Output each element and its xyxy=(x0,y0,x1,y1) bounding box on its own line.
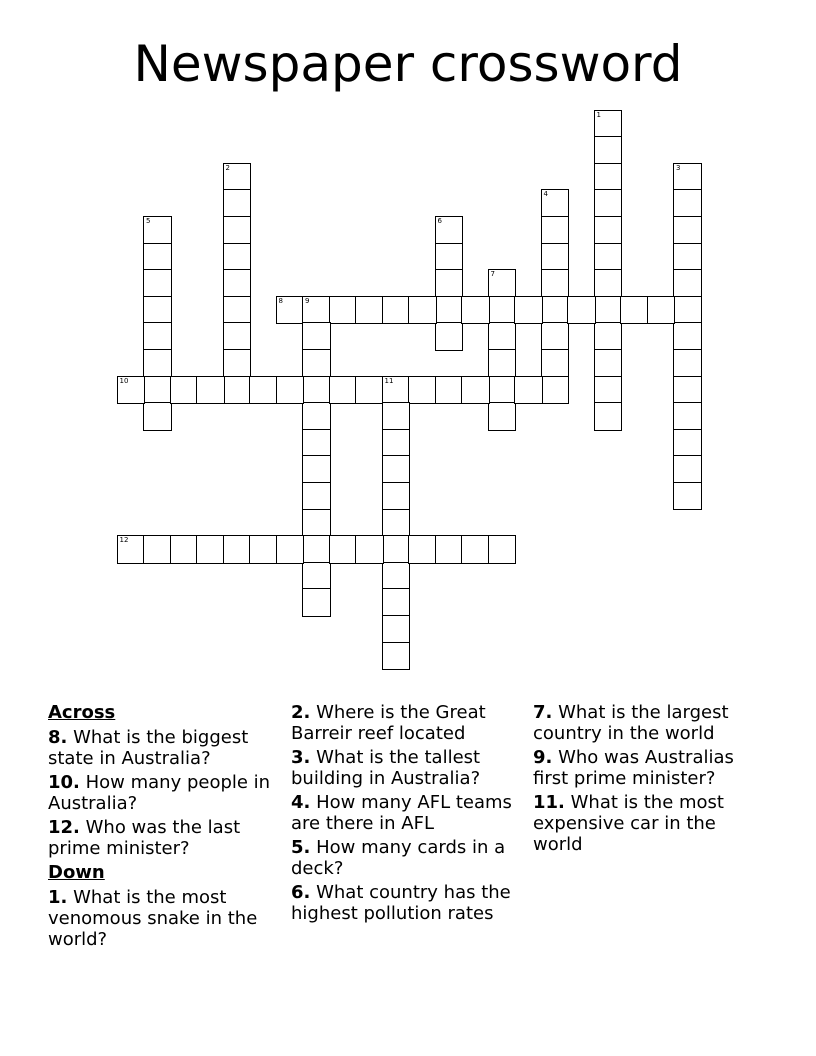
grid-cell[interactable] xyxy=(223,216,252,245)
grid-cell[interactable] xyxy=(673,243,702,272)
grid-cell[interactable] xyxy=(594,189,623,218)
grid-cell[interactable] xyxy=(382,376,411,405)
grid-cell[interactable] xyxy=(143,349,172,378)
clue-text: What is the tallest building in Australia? xyxy=(291,747,481,789)
clue xyxy=(48,817,284,859)
grid-cell[interactable] xyxy=(435,376,464,405)
grid-cell[interactable] xyxy=(382,535,411,564)
grid-cell[interactable] xyxy=(302,455,331,484)
grid-cell[interactable] xyxy=(170,535,199,564)
grid-cell[interactable] xyxy=(302,376,331,405)
grid-cell[interactable] xyxy=(594,110,623,139)
clue-number: 4. xyxy=(291,792,311,813)
grid-cell[interactable] xyxy=(223,243,252,272)
cell-number: 12 xyxy=(119,536,129,545)
grid-cell[interactable] xyxy=(673,376,702,405)
grid-cell[interactable] xyxy=(541,349,570,378)
clue xyxy=(291,702,527,744)
clue-number: 5. xyxy=(291,837,311,858)
grid-cell[interactable] xyxy=(435,243,464,272)
grid-cell[interactable] xyxy=(329,296,358,325)
grid-cell[interactable] xyxy=(143,376,172,405)
clue-text: How many AFL teams are there in AFL xyxy=(291,792,512,834)
clue-text: Who was Australias first prime minister? xyxy=(533,747,734,789)
clues-column-3 xyxy=(533,702,769,858)
grid-cell[interactable] xyxy=(488,402,517,431)
clues-column-2 xyxy=(291,702,527,927)
grid-cell[interactable] xyxy=(673,402,702,431)
grid-cell[interactable] xyxy=(382,402,411,431)
grid-cell[interactable] xyxy=(435,296,464,325)
grid-cell[interactable] xyxy=(673,269,702,298)
clues-column-1 xyxy=(48,702,284,953)
clue xyxy=(533,792,769,855)
grid-cell[interactable] xyxy=(673,216,702,245)
grid-cell[interactable] xyxy=(408,376,437,405)
grid-cell[interactable] xyxy=(302,535,331,564)
clue-number: 9. xyxy=(533,747,553,768)
grid-cell[interactable] xyxy=(382,642,411,671)
cell-number: 6 xyxy=(437,216,442,225)
grid-cell[interactable] xyxy=(488,535,517,564)
clue-text: What is the most venomous snake in the world? xyxy=(48,887,258,950)
grid-cell[interactable] xyxy=(488,349,517,378)
clue xyxy=(48,772,284,814)
grid-cell[interactable] xyxy=(541,216,570,245)
grid-cell[interactable] xyxy=(302,482,331,511)
clue-text: What is the biggest state in Australia? xyxy=(48,727,249,769)
grid-cell[interactable] xyxy=(223,296,252,325)
clue xyxy=(291,882,527,924)
grid-cell[interactable] xyxy=(620,296,649,325)
grid-cell[interactable] xyxy=(673,296,702,325)
grid-cell[interactable] xyxy=(408,296,437,325)
cell-number: 5 xyxy=(146,216,151,225)
clue-text: Who was the last prime minister? xyxy=(48,817,241,859)
grid-cell[interactable] xyxy=(594,296,623,325)
cell-number: 4 xyxy=(543,190,548,199)
grid-cell[interactable] xyxy=(143,296,172,325)
grid-cell[interactable] xyxy=(143,402,172,431)
grid-cell[interactable] xyxy=(594,402,623,431)
grid-cell[interactable] xyxy=(461,376,490,405)
grid-cell[interactable] xyxy=(355,535,384,564)
grid-cell[interactable] xyxy=(673,322,702,351)
grid-cell[interactable] xyxy=(170,376,199,405)
clue-text: What is the most expensive car in the world xyxy=(533,792,724,855)
grid-cell[interactable] xyxy=(117,376,146,405)
grid-cell[interactable] xyxy=(514,296,543,325)
grid-cell[interactable] xyxy=(382,429,411,458)
cell-number: 7 xyxy=(490,270,495,279)
grid-cell[interactable] xyxy=(223,376,252,405)
grid-cell[interactable] xyxy=(408,535,437,564)
grid-cell[interactable] xyxy=(302,402,331,431)
cell-number: 2 xyxy=(225,163,230,172)
grid-cell[interactable] xyxy=(488,296,517,325)
grid-cell[interactable] xyxy=(355,296,384,325)
grid-cell[interactable] xyxy=(223,189,252,218)
grid-cell[interactable] xyxy=(673,429,702,458)
grid-cell[interactable] xyxy=(594,136,623,165)
grid-cell[interactable] xyxy=(223,163,252,192)
clue-number: 10. xyxy=(48,772,80,793)
grid-cell[interactable] xyxy=(594,376,623,405)
clue-text: How many cards in a deck? xyxy=(291,837,506,879)
clue-text: How many people in Australia? xyxy=(48,772,271,814)
clue xyxy=(533,747,769,789)
clue xyxy=(48,887,284,950)
grid-cell[interactable] xyxy=(302,509,331,538)
grid-cell[interactable] xyxy=(382,562,411,591)
grid-cell[interactable] xyxy=(143,322,172,351)
grid-cell[interactable] xyxy=(143,243,172,272)
grid-cell[interactable] xyxy=(514,376,543,405)
grid-cell[interactable] xyxy=(329,376,358,405)
grid-cell[interactable] xyxy=(143,216,172,245)
grid-cell[interactable] xyxy=(382,482,411,511)
grid-cell[interactable] xyxy=(223,535,252,564)
grid-cell[interactable] xyxy=(117,535,146,564)
grid-cell[interactable] xyxy=(594,243,623,272)
clue xyxy=(291,792,527,834)
grid-cell[interactable] xyxy=(302,296,331,325)
grid-cell[interactable] xyxy=(143,535,172,564)
clue-number: 6. xyxy=(291,882,311,903)
grid-cell[interactable] xyxy=(382,588,411,617)
across-heading: Across xyxy=(48,702,116,723)
cell-number: 3 xyxy=(676,163,681,172)
grid-cell[interactable] xyxy=(382,509,411,538)
clue xyxy=(291,837,527,879)
clue-number: 7. xyxy=(533,702,553,723)
grid-cell[interactable] xyxy=(594,216,623,245)
grid-cell[interactable] xyxy=(594,322,623,351)
grid-cell[interactable] xyxy=(276,535,305,564)
grid-cell[interactable] xyxy=(302,562,331,591)
grid-cell[interactable] xyxy=(196,376,225,405)
clue xyxy=(291,747,527,789)
grid-cell[interactable] xyxy=(435,535,464,564)
grid-cell[interactable] xyxy=(673,163,702,192)
grid-cell[interactable] xyxy=(302,322,331,351)
page-title: Newspaper crossword xyxy=(133,35,683,93)
grid-cell[interactable] xyxy=(594,269,623,298)
cell-number: 9 xyxy=(305,296,310,305)
grid-cell[interactable] xyxy=(541,269,570,298)
clue-number: 12. xyxy=(48,817,80,838)
cell-number: 1 xyxy=(596,110,601,119)
clue-number: 11. xyxy=(533,792,565,813)
grid-cell[interactable] xyxy=(329,535,358,564)
grid-cell[interactable] xyxy=(382,615,411,644)
grid-cell[interactable] xyxy=(541,376,570,405)
grid-cell[interactable] xyxy=(488,322,517,351)
grid-cell[interactable] xyxy=(302,429,331,458)
grid-cell[interactable] xyxy=(594,349,623,378)
grid-cell[interactable] xyxy=(673,482,702,511)
grid-cell[interactable] xyxy=(594,163,623,192)
grid-cell[interactable] xyxy=(223,349,252,378)
grid-cell[interactable] xyxy=(673,455,702,484)
grid-cell[interactable] xyxy=(541,296,570,325)
grid-cell[interactable] xyxy=(673,349,702,378)
down-heading: Down xyxy=(48,862,105,883)
grid-cell[interactable] xyxy=(435,216,464,245)
clue-text: What is the largest country in the world xyxy=(533,702,729,744)
grid-cell[interactable] xyxy=(223,269,252,298)
grid-cell[interactable] xyxy=(302,349,331,378)
clue-text: Where is the Great Barreir reef located xyxy=(291,702,486,744)
grid-cell[interactable] xyxy=(488,269,517,298)
grid-cell[interactable] xyxy=(223,322,252,351)
grid-cell[interactable] xyxy=(567,296,596,325)
clue-text: What country has the highest pollution rates xyxy=(291,882,511,924)
cell-number: 11 xyxy=(384,376,394,385)
grid-cell[interactable] xyxy=(355,376,384,405)
cell-number: 10 xyxy=(119,376,129,385)
clue-number: 3. xyxy=(291,747,311,768)
grid-cell[interactable] xyxy=(488,376,517,405)
grid-cell[interactable] xyxy=(382,455,411,484)
grid-cell[interactable] xyxy=(196,535,225,564)
grid-cell[interactable] xyxy=(541,322,570,351)
grid-cell[interactable] xyxy=(673,189,702,218)
grid-cell[interactable] xyxy=(302,588,331,617)
clue xyxy=(533,702,769,744)
grid-cell[interactable] xyxy=(461,296,490,325)
grid-cell[interactable] xyxy=(647,296,676,325)
clue-number: 1. xyxy=(48,887,68,908)
grid-cell[interactable] xyxy=(276,376,305,405)
grid-cell[interactable] xyxy=(435,269,464,298)
clue-number: 8. xyxy=(48,727,68,748)
grid-cell[interactable] xyxy=(382,296,411,325)
grid-cell[interactable] xyxy=(143,269,172,298)
grid-cell[interactable] xyxy=(541,189,570,218)
cell-number: 8 xyxy=(278,296,283,305)
grid-cell[interactable] xyxy=(276,296,305,325)
grid-cell[interactable] xyxy=(435,322,464,351)
grid-cell[interactable] xyxy=(461,535,490,564)
grid-cell[interactable] xyxy=(541,243,570,272)
clue-number: 2. xyxy=(291,702,311,723)
clue xyxy=(48,727,284,769)
grid-cell[interactable] xyxy=(249,376,278,405)
grid-cell[interactable] xyxy=(249,535,278,564)
